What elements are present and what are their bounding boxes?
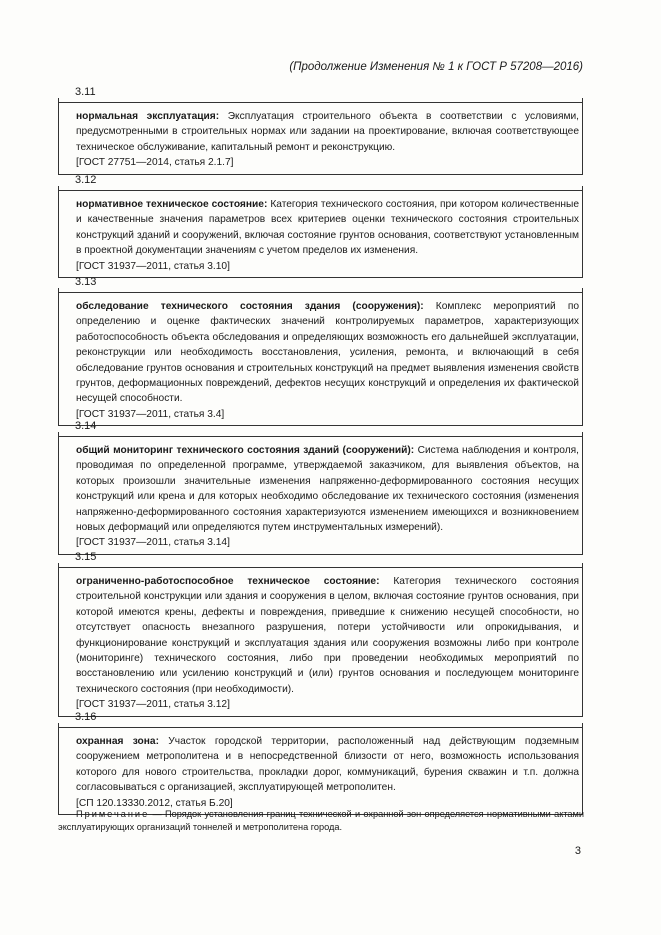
term-box <box>58 102 583 175</box>
term-title: нормативное техническое состояние: <box>76 199 268 210</box>
note <box>58 808 584 834</box>
term-box <box>58 567 583 717</box>
term-definition <box>58 293 583 407</box>
term-source: [ГОСТ 31937—2011, статья 3.4] <box>76 408 225 420</box>
term-title: общий мониторинг технического состояния зданий (сооружений): <box>76 445 415 456</box>
page-number: 3 <box>574 845 581 857</box>
term-number: 3.15 <box>75 551 97 563</box>
term-definition <box>58 437 583 535</box>
term-source: [ГОСТ 31937—2011, статья 3.12] <box>76 699 230 711</box>
term-title: охранная зона: <box>76 736 159 747</box>
note-text: — Порядок установления границ технической и охранной зон определяется нормативными актами эксплуатирующих организаций тоннелей и метрополитена города. <box>58 809 584 832</box>
term-text: Эксплуатация строительного объекта в соответствии с условиями, предусмотренными в строительных нормах или задании на проектирование, включая соответствующее техническое обслуживание, капитальный ремонт и реконструкцию. <box>76 111 579 153</box>
term-number: 3.12 <box>75 174 97 186</box>
term-number: 3.13 <box>75 276 97 288</box>
term-title: обследование технического состояния здания (сооружения): <box>76 301 424 312</box>
term-box <box>58 727 583 815</box>
term-number: 3.16 <box>75 711 97 723</box>
term-title: ограниченно-работоспособное техническое состояние: <box>76 576 380 587</box>
term-source: [СП 120.13330.2012, статья Б.20] <box>76 797 233 809</box>
term-title: нормальная эксплуатация: <box>76 111 220 122</box>
term-box <box>58 190 583 278</box>
term-text: Категория технического состояния, при котором количественные и качественные значения параметров всех критериев оценки технического состояния строительных конструкций зданий и сооружений, включая состояние грунтов основания, соответствуют установленным в проектной документации значениям с учетом пределов их изменения. <box>76 199 579 257</box>
term-source: [ГОСТ 31937—2011, статья 3.10] <box>76 260 230 272</box>
term-definition <box>58 103 583 155</box>
term-source: [ГОСТ 27751—2014, статья 2.1.7] <box>76 157 234 169</box>
term-definition <box>58 728 583 796</box>
term-box <box>58 436 583 555</box>
term-text: Система наблюдения и контроля, проводимая по определенной программе, утверждаемой заказчиком, для выявления объектов, на которых произошли значительные изменения напряженно-деформированного состояния несущих конструкций или крена и для которых необходимо обследование их технического состояния (изменения напряженно-деформированного состояния характеризуются изменением имеющихся и возникновением новых деформаций или определяются путем инструментальных измерений). <box>76 445 579 534</box>
term-text: Комплекс мероприятий по определению и оценке фактических значений контролируемых параметров, характеризующих работоспособность объекта обследования и определяющих возможность его дальнейшей эксплуатации, реконструкции или необходимость восстановления, усиления, ремонта, и включающий в себя обследование грунтов основания и строительных конструкций на предмет выявления изменения свойств грунтов, деформационных повреждений, дефектов несущих конструкций и определения их фактической несущей способности. <box>76 301 579 405</box>
term-source: [ГОСТ 31937—2011, статья 3.14] <box>76 537 230 549</box>
term-text: Категория технического состояния строительной конструкции или здания и сооружения в целом, включая состояние грунтов основания, при которой имеются крены, дефекты и повреждения, приведшие к снижению несущей способности, но отсутствует опасность внезапного разрушения, потери устойчивости или опрокидывания, и функционирование конструкций и эксплуатация здания или сооружения возможны либо при контроле (мониторинге) технического состояния, либо при проведении необходимых мероприятий по восстановлению или усилению конструкций и (или) грунтов основания и последующем мониторинге технического состояния (при необходимости). <box>76 576 579 695</box>
term-number: 3.14 <box>75 420 97 432</box>
term-text: Участок городской территории, расположенный над действующим подземным сооружением метрополитена и в непосредственной близости от него, возможность использования которого для нового строительства, прокладки дорог, коммуникаций, бурения скважин и т.п. должна согласовываться с организацией, эксплуатирующей метрополитен. <box>76 736 580 794</box>
term-number: 3.11 <box>75 86 96 98</box>
term-definition <box>58 191 583 259</box>
note-label: Примечание <box>76 809 150 819</box>
page-header: (Продолжение Изменения № 1 к ГОСТ Р 57208—2016) <box>289 61 583 73</box>
term-box <box>58 292 583 426</box>
term-definition <box>58 568 583 697</box>
